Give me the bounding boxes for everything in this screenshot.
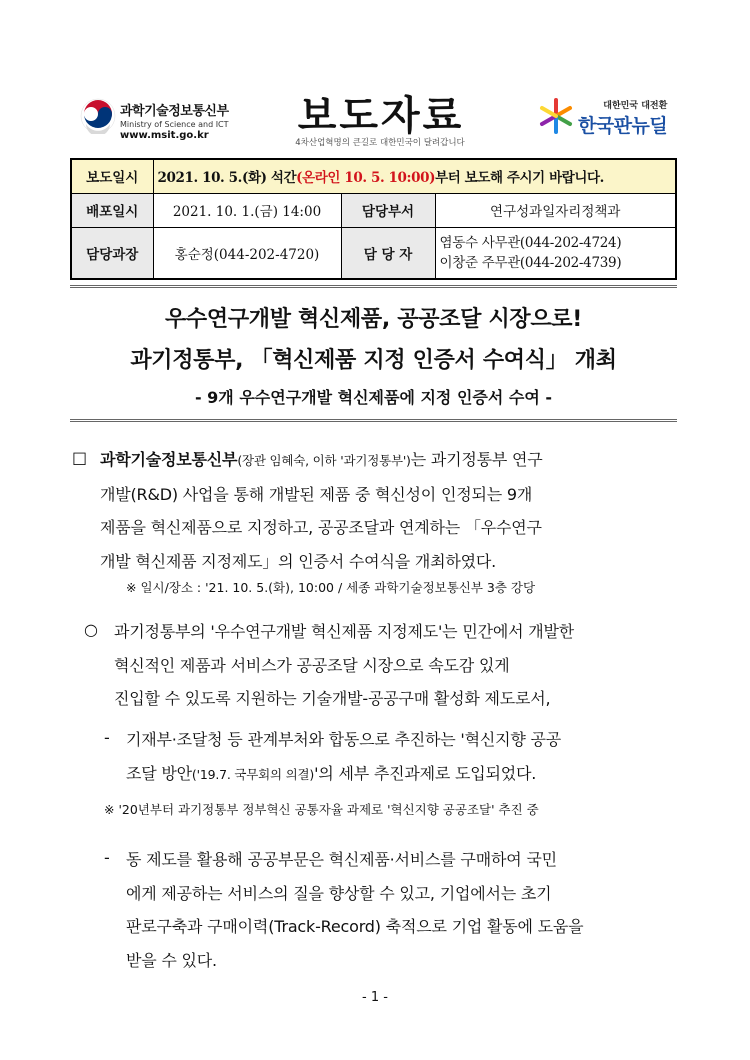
- paragraph-line: 기재부·조달청 등 관계부처와 합동으로 추진하는 '혁신지향 공공: [126, 730, 562, 749]
- staff-contact: 염동수 사무관(044-202-4724): [439, 234, 622, 251]
- paragraph-line: 과기정통부의 '우수연구개발 혁신제품 지정제도'는 민간에서 개발한: [114, 622, 574, 641]
- dash-bullet-icon: -: [104, 728, 110, 747]
- contact-row: [71, 227, 676, 279]
- square-bullet-icon: □: [72, 448, 88, 467]
- department-value: 연구성과일자리정책과: [435, 193, 676, 227]
- page-number: - 1 -: [362, 990, 388, 1005]
- paragraph-line: [126, 757, 676, 792]
- release-value: [153, 159, 676, 193]
- paragraph-line: 받을 수 있다.: [126, 950, 217, 970]
- manager-label: 담당과장: [71, 227, 153, 279]
- paragraph-line: 진입할 수 있도록 지원하는 기술개발-공공구매 활성화 제도로서,: [114, 689, 551, 708]
- paragraph-text: 조달 방안: [126, 763, 192, 783]
- headline-subtitle: - 9개 우수연구개발 혁신제품에 지정 인증서 수여 -: [194, 388, 553, 407]
- ministry-url: www.msit.go.kr: [120, 130, 209, 141]
- circle-bullet-icon: ○: [84, 620, 98, 639]
- release-date: 2021. 10. 5.(화) 석간: [157, 170, 297, 187]
- distribution-label: 배포일시: [71, 193, 153, 227]
- release-info-table: [70, 158, 677, 280]
- paragraph-3: [126, 723, 676, 791]
- dash-bullet-icon: -: [104, 848, 110, 867]
- paragraph-line: 개발 혁신제품 지정제도」의 인증서 수여식을 개최하였다.: [100, 551, 497, 571]
- paragraph-text: '의 세부 추진과제로 도입되었다.: [314, 763, 537, 783]
- new-deal-text: [578, 98, 667, 138]
- paragraph-line: 동 제도를 활용해 공공부문은 혁신제품·서비스를 구매하여 국민: [126, 850, 557, 869]
- paragraph-1: [100, 443, 676, 578]
- slogan: 4차산업혁명의 큰길로 대한민국이 달려갑니다: [295, 138, 465, 148]
- paragraph-line: 에게 제공하는 서비스의 질을 향상할 수 있고, 기업에서는 초기: [126, 883, 552, 903]
- ministry-name: 과학기술정보통신부: [120, 104, 229, 119]
- paragraph-4: [126, 843, 676, 977]
- paragraph-2: [114, 615, 676, 716]
- release-label: 보도일시: [71, 159, 153, 193]
- page-header: [0, 70, 750, 160]
- new-deal-logo-icon: [536, 96, 576, 136]
- department-label: 담당부서: [341, 193, 435, 227]
- release-note: 부터 보도해 주시기 바랍니다.: [435, 170, 604, 187]
- manager-value: 홍순정(044-202-4720): [153, 227, 341, 279]
- paragraph-text: 는 과기정통부 연구: [410, 450, 543, 469]
- headline-box: [70, 285, 677, 422]
- policy-note: ('19.7. 국무회의 의결): [191, 766, 315, 782]
- policy-footnote: ※ '20년부터 과기정통부 정부혁신 공통자율 과제로 '혁신지향 공공조달' 추진 중: [104, 802, 539, 817]
- ministry-info: [120, 100, 229, 141]
- distribution-value: 2021. 10. 1.(금) 14:00: [153, 193, 341, 227]
- release-online-time: (온라인 10. 5. 10:00): [296, 170, 436, 187]
- paragraph-line: 판로구축과 구매이력(Track-Record) 축적으로 기업 활동에 도움을: [126, 917, 584, 936]
- ministry-mention: 과학기술정보통신부: [100, 450, 238, 469]
- press-release-title: 보도자료: [297, 93, 465, 139]
- ministry-english-name: Ministry of Science and ICT: [120, 120, 229, 129]
- staff-contact: 이창준 주무관(044-202-4739): [439, 254, 622, 271]
- paragraph-line: 개발(R&D) 사업을 통해 개발된 제품 중 혁신성이 인정되는 9개: [100, 484, 533, 504]
- headline-main: 우수연구개발 혁신제품, 공공조달 시장으로!: [164, 307, 582, 332]
- paragraph-line: 혁신적인 제품과 서비스가 공공조달 시장으로 속도감 있게: [114, 655, 510, 675]
- ministry-note: (장관 임혜숙, 이하 '과기정통부'): [237, 453, 411, 468]
- ministry-emblem-icon: [80, 98, 116, 134]
- paragraph-line: 제품을 혁신제품으로 지정하고, 공공조달과 연계하는 「우수연구: [100, 518, 542, 537]
- paragraph-line: [100, 443, 676, 478]
- event-note: ※ 일시/장소 : '21. 10. 5.(화), 10:00 / 세종 과학기술정보통신부 3층 강당: [126, 580, 536, 595]
- staff-value: [435, 227, 676, 279]
- headline-second: 과기정통부, 「혁신제품 지정 인증서 수여식」 개최: [130, 348, 617, 373]
- staff-label: 담 당 자: [341, 227, 435, 279]
- release-row: [71, 159, 676, 193]
- new-deal-title: 한국판뉴딜: [578, 115, 668, 137]
- new-deal-subtitle: 대한민국 대전환: [603, 101, 668, 111]
- distribution-row: [71, 193, 676, 227]
